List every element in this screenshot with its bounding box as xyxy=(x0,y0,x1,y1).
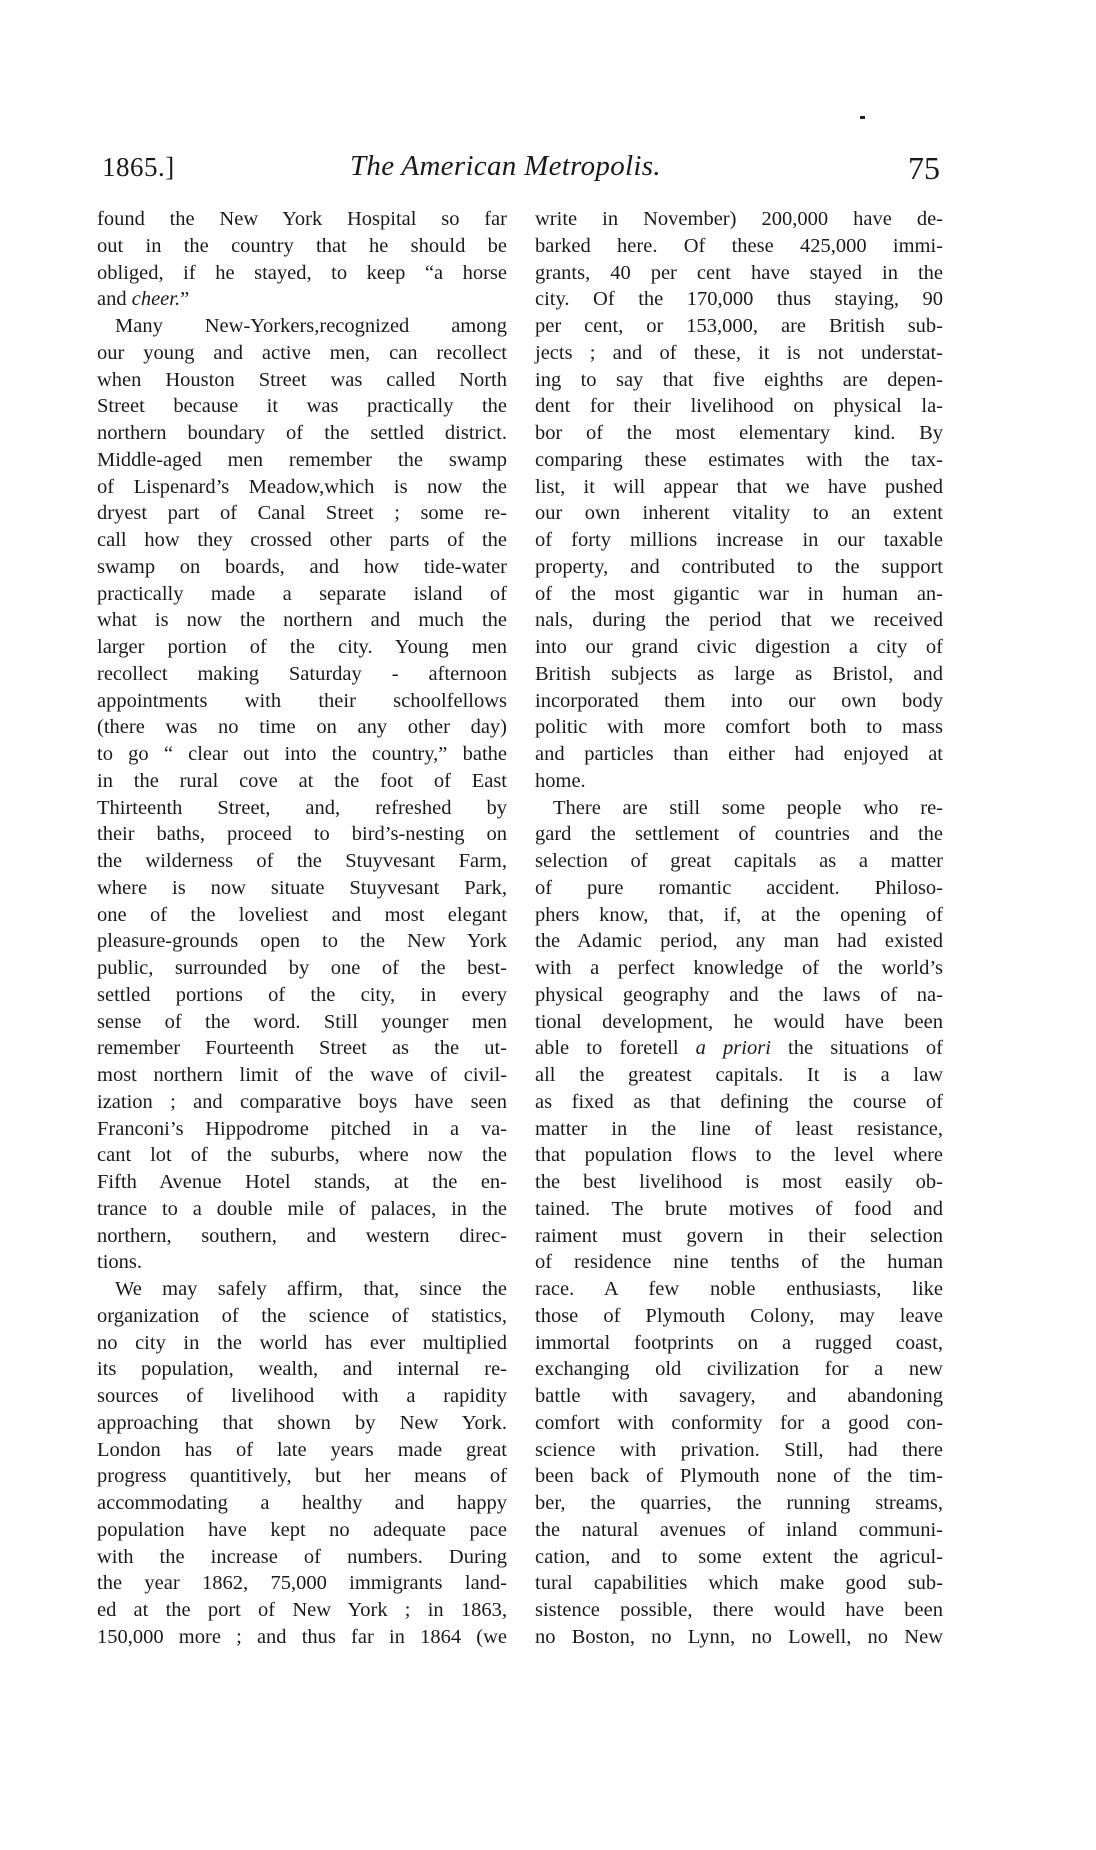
text-line: There are still some people who re- xyxy=(553,796,943,819)
text-line: when Houston Street was called North xyxy=(97,368,507,391)
text-line: ing to say that five eighths are depen- xyxy=(535,368,943,391)
text-line: as fixed as that defining the course of xyxy=(535,1090,943,1113)
text-line: city. Of the 170,000 thus staying, 90 xyxy=(535,288,943,311)
text-line: most northern limit of the wave of civil- xyxy=(97,1064,507,1086)
text-line: We may safely affirm, that, since the xyxy=(115,1278,507,1300)
text-line: sistence possible, there would have been xyxy=(535,1599,943,1621)
text-line: ber, the quarries, the running streams, xyxy=(535,1492,943,1514)
text-line: our young and active men, can recollect xyxy=(97,341,507,364)
text-line: population have kept no adequate pace xyxy=(97,1518,507,1541)
text-line: list, it will appear that we have pushed xyxy=(535,475,943,498)
text-line: battle with savagery, and abandoning xyxy=(535,1385,943,1407)
text-line: pleasure-grounds open to the New York xyxy=(97,930,507,953)
text-line: swamp on boards, and how tide-water xyxy=(97,555,507,578)
text-line: their baths, proceed to bird’s-nesting on xyxy=(97,823,507,846)
text-line: practically made a separate island of xyxy=(97,582,507,605)
text-line: into our grand civic digestion a city of xyxy=(535,636,943,658)
text-line: of Lispenard’s Meadow,which is now the xyxy=(97,475,507,498)
text-line: what is now the northern and much the xyxy=(97,609,507,632)
text-line: in the rural cove at the foot of East xyxy=(97,769,507,792)
running-head xyxy=(0,0,1096,200)
text-line: cant lot of the suburbs, where now the xyxy=(97,1144,507,1167)
text-line: no Boston, no Lynn, no Lowell, no New xyxy=(535,1625,943,1648)
text-line: write in November) 200,000 have de- xyxy=(535,208,943,230)
text-line: property, and contributed to the support xyxy=(535,555,943,578)
text-line: grants, 40 per cent have stayed in the xyxy=(535,261,943,284)
text-line: comfort with conformity for a good con- xyxy=(535,1411,943,1434)
text-line: the wilderness of the Stuyvesant Farm, xyxy=(97,850,507,872)
text-line: tions. xyxy=(97,1251,142,1274)
text-line: organization of the science of statistics, xyxy=(97,1304,507,1327)
text-line: been back of Plymouth none of the tim- xyxy=(535,1465,943,1488)
text-line: its population, wealth, and internal re- xyxy=(97,1358,507,1381)
text-line: one of the loveliest and most elegant xyxy=(97,903,507,926)
text-line: all the greatest capitals. It is a law xyxy=(535,1064,943,1086)
text-line xyxy=(97,286,507,313)
text-line: nals, during the period that we received xyxy=(535,609,943,632)
text-line: tained. The brute motives of food and xyxy=(535,1197,943,1220)
text-line: with a perfect knowledge of the world’s xyxy=(535,957,943,979)
text-line: barked here. Of these 425,000 immi- xyxy=(535,234,943,257)
text-line: of the most gigantic war in human an- xyxy=(535,582,943,605)
text-line: gard the settlement of countries and the xyxy=(535,823,943,846)
text-line: accommodating a healthy and happy xyxy=(97,1492,507,1514)
italic-text-run: cheer. xyxy=(131,288,181,311)
text-line: the year 1862, 75,000 immigrants land- xyxy=(97,1572,507,1595)
text-line: that population flows to the level where xyxy=(535,1144,943,1167)
text-line: bor of the most elementary kind. By xyxy=(535,422,943,444)
text-line: sources of livelihood with a rapidity xyxy=(97,1385,507,1407)
text-line: Thirteenth Street, and, refreshed by xyxy=(97,796,507,819)
text-line: found the New York Hospital so far xyxy=(97,208,507,230)
header-year: 1865.] xyxy=(102,152,175,182)
text-line: immortal footprints on a rugged coast, xyxy=(535,1331,943,1354)
text-line: 150,000 more ; and thus far in 1864 (we xyxy=(97,1625,507,1648)
text-line xyxy=(535,1035,943,1062)
text-line: ed at the port of New York ; in 1863, xyxy=(97,1599,507,1621)
text-line: those of Plymouth Colony, may leave xyxy=(535,1304,943,1327)
text-line: science with privation. Still, had there xyxy=(535,1438,943,1461)
text-line: tional development, he would have been xyxy=(535,1010,943,1033)
text-line: the Adamic period, any man had existed xyxy=(535,930,943,953)
text-line: with the increase of numbers. During xyxy=(97,1545,507,1568)
text-line: selection of great capitals as a matter xyxy=(535,850,943,872)
text-line: jects ; and of these, it is not understat- xyxy=(535,341,943,364)
text-line: public, surrounded by one of the best- xyxy=(97,957,507,979)
text-line: Fifth Avenue Hotel stands, at the en- xyxy=(97,1171,507,1193)
text-line: progress quantitively, but her means of xyxy=(97,1465,507,1488)
text-line: the natural avenues of inland communi- xyxy=(535,1518,943,1541)
text-line: comparing these estimates with the tax- xyxy=(535,448,943,471)
text-line: exchanging old civilization for a new xyxy=(535,1358,943,1381)
text-line: London has of late years made great xyxy=(97,1438,507,1461)
text-line: to go “ clear out into the country,” bathe xyxy=(97,743,507,765)
text-run: ” xyxy=(180,288,190,311)
text-line: of residence nine tenths of the human xyxy=(535,1251,943,1274)
text-run: the situations of xyxy=(770,1037,943,1060)
text-line: no city in the world has ever multiplied xyxy=(97,1331,507,1354)
text-line: northern, southern, and western direc- xyxy=(97,1224,507,1247)
text-line: Many New-Yorkers,recognized among xyxy=(115,315,507,337)
text-line: phers know, that, if, at the opening of xyxy=(535,903,943,926)
text-line: British subjects as large as Bristol, and xyxy=(535,662,943,685)
page-title: The American Metropolis. xyxy=(350,150,661,182)
text-line: appointments with their schoolfellows xyxy=(97,689,507,712)
text-line: (there was no time on any other day) xyxy=(97,716,507,739)
text-line: dent for their livelihood on physical la- xyxy=(535,395,943,418)
text-line: of pure romantic accident. Philoso- xyxy=(535,876,943,899)
text-line: approaching that shown by New York. xyxy=(97,1411,507,1434)
text-line: obliged, if he stayed, to keep “a horse xyxy=(97,261,507,284)
text-line: our own inherent vitality to an extent xyxy=(535,502,943,525)
italic-text-run: a priori xyxy=(695,1037,771,1060)
text-line: politic with more comfort both to mass xyxy=(535,716,943,739)
text-line: and particles than either had enjoyed at xyxy=(535,743,943,765)
text-line: per cent, or 153,000, are British sub- xyxy=(535,315,943,337)
text-run: able to foretell xyxy=(535,1037,696,1060)
page-number: 75 xyxy=(908,150,940,186)
text-line: where is now situate Stuyvesant Park, xyxy=(97,876,507,899)
text-line: out in the country that he should be xyxy=(97,234,507,257)
text-line: settled portions of the city, in every xyxy=(97,983,507,1006)
text-line: cation, and to some extent the agricul- xyxy=(535,1545,943,1568)
text-line: dryest part of Canal Street ; some re- xyxy=(97,502,507,525)
text-line: sense of the word. Still younger men xyxy=(97,1010,507,1033)
text-line: trance to a double mile of palaces, in the xyxy=(97,1197,507,1220)
text-line: call how they crossed other parts of the xyxy=(97,529,507,551)
text-line: Franconi’s Hippodrome pitched in a va- xyxy=(97,1117,507,1140)
text-line: home. xyxy=(535,769,586,792)
text-run: and xyxy=(97,288,132,311)
text-line: race. A few noble enthusiasts, like xyxy=(535,1278,943,1300)
text-line: matter in the line of least resistance, xyxy=(535,1117,943,1140)
text-line: of forty millions increase in our taxable xyxy=(535,529,943,551)
text-line: Middle-aged men remember the swamp xyxy=(97,448,507,471)
text-line: Street because it was practically the xyxy=(97,395,507,418)
text-line: ization ; and comparative boys have seen xyxy=(97,1090,507,1113)
text-line: larger portion of the city. Young men xyxy=(97,636,507,658)
text-line: raiment must govern in their selection xyxy=(535,1224,943,1247)
right-text-column xyxy=(535,206,943,1651)
text-line: tural capabilities which make good sub- xyxy=(535,1572,943,1595)
text-line: northern boundary of the settled district. xyxy=(97,422,507,444)
text-line: incorporated them into our own body xyxy=(535,689,943,712)
text-line: remember Fourteenth Street as the ut- xyxy=(97,1037,507,1060)
text-line: the best livelihood is most easily ob- xyxy=(535,1171,943,1193)
text-line: recollect making Saturday - afternoon xyxy=(97,662,507,685)
left-text-column xyxy=(97,206,507,1651)
text-line: physical geography and the laws of na- xyxy=(535,983,943,1006)
